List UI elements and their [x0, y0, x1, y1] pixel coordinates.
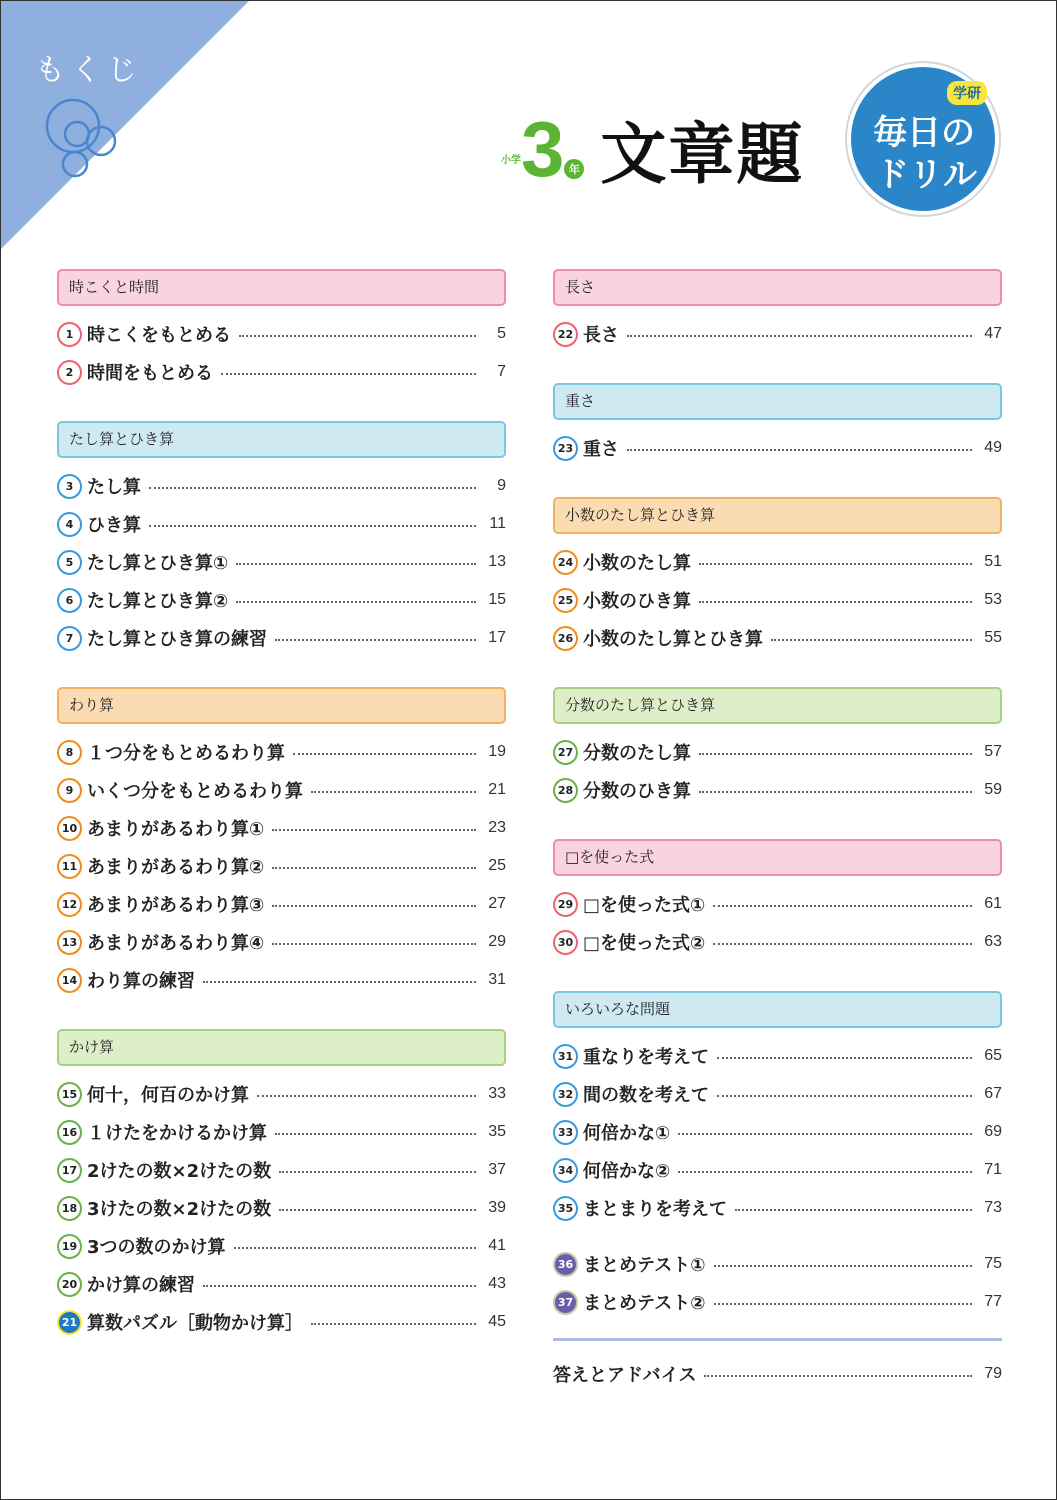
- item-title: かけ算の練習: [87, 1275, 195, 1296]
- leader-dots: [272, 829, 476, 831]
- section-header: 小数のたし算とひき算: [553, 497, 1002, 534]
- page-number: 27: [488, 895, 506, 912]
- page-number: 71: [984, 1161, 1002, 1178]
- item-number-badge: 31: [553, 1044, 578, 1069]
- item-number-badge: 36: [553, 1252, 578, 1277]
- logo-line-1: 毎日の: [873, 113, 975, 153]
- series-logo: [847, 63, 999, 215]
- corner-banner: [1, 1, 251, 251]
- divider: [553, 1338, 1002, 1341]
- leader-dots: [699, 753, 972, 755]
- item-title: 答えとアドバイス: [553, 1365, 697, 1386]
- page-number: 15: [488, 591, 506, 608]
- page-number: 11: [489, 515, 506, 532]
- toc-item[interactable]: [553, 771, 1002, 809]
- item-number-badge: 35: [553, 1196, 578, 1221]
- item-title: 何十，何百のかけ算: [87, 1085, 249, 1106]
- item-title: 何倍かな①: [583, 1123, 671, 1144]
- leader-dots: [627, 335, 972, 337]
- item-number-badge: 12: [57, 892, 82, 917]
- item-title: たし算とひき算①: [87, 553, 229, 574]
- section-header: たし算とひき算: [57, 421, 506, 458]
- page-number: 51: [984, 553, 1002, 570]
- review-tests: [553, 1245, 1002, 1321]
- toc-section: [553, 497, 1002, 657]
- page-number: 49: [984, 439, 1002, 456]
- toc-item[interactable]: [553, 1189, 1002, 1227]
- item-number-badge: 19: [57, 1234, 82, 1259]
- item-title: ひき算: [87, 515, 141, 536]
- item-number-badge: 8: [57, 740, 82, 765]
- leader-dots: [275, 1133, 476, 1135]
- toc-section: [553, 687, 1002, 809]
- toc-item[interactable]: [57, 581, 506, 619]
- item-number-badge: 27: [553, 740, 578, 765]
- toc-item[interactable]: [553, 543, 1002, 581]
- item-title: 間の数を考えて: [583, 1085, 709, 1106]
- toc-item[interactable]: [57, 961, 506, 999]
- item-number-badge: 21: [57, 1310, 82, 1335]
- leader-dots: [257, 1095, 476, 1097]
- item-title: □を使った式②: [583, 933, 706, 954]
- item-title: 小数のひき算: [583, 591, 691, 612]
- item-title: あまりがあるわり算④: [87, 933, 265, 954]
- page-number: 31: [488, 971, 506, 988]
- leader-dots: [717, 1095, 972, 1097]
- item-title: 時間をもとめる: [87, 363, 213, 384]
- leader-dots: [234, 1247, 476, 1249]
- leader-dots: [678, 1171, 972, 1173]
- page-number: 35: [488, 1123, 506, 1140]
- leader-dots: [714, 1303, 972, 1305]
- leader-dots: [203, 981, 476, 983]
- page-number: 7: [497, 363, 506, 380]
- item-number-badge: 9: [57, 778, 82, 803]
- item-title: たし算: [87, 477, 141, 498]
- page-number: 9: [497, 477, 506, 494]
- item-number-badge: 33: [553, 1120, 578, 1145]
- item-title: 小数のたし算: [583, 553, 691, 574]
- item-title: 長さ: [583, 325, 619, 346]
- section-header: 分数のたし算とひき算: [553, 687, 1002, 724]
- leader-dots: [678, 1133, 972, 1135]
- leader-dots: [279, 1171, 476, 1173]
- item-title: いくつ分をもとめるわり算: [87, 781, 303, 802]
- page-number: 67: [984, 1085, 1002, 1102]
- item-number-badge: 25: [553, 588, 578, 613]
- item-title: 3つの数のかけ算: [87, 1237, 226, 1258]
- leader-dots: [272, 867, 476, 869]
- item-number-badge: 23: [553, 436, 578, 461]
- toc-item[interactable]: [553, 885, 1002, 923]
- toc-item[interactable]: [57, 505, 506, 543]
- item-title: 何倍かな②: [583, 1161, 671, 1182]
- item-number-badge: 30: [553, 930, 578, 955]
- section-header: □を使った式: [553, 839, 1002, 876]
- page-number: 39: [488, 1199, 506, 1216]
- toc-item[interactable]: [57, 1265, 506, 1303]
- page-number: 69: [984, 1123, 1002, 1140]
- item-title: 重さ: [583, 439, 619, 460]
- item-number-badge: 6: [57, 588, 82, 613]
- leader-dots: [699, 791, 972, 793]
- toc-item[interactable]: [553, 1075, 1002, 1113]
- item-title: あまりがあるわり算①: [87, 819, 265, 840]
- item-title: まとめテスト①: [583, 1255, 706, 1276]
- item-title: 3けたの数×2けたの数: [87, 1199, 272, 1220]
- page-number: 63: [984, 933, 1002, 950]
- toc-item[interactable]: [57, 315, 506, 353]
- item-title: 算数パズル［動物かけ算］: [87, 1313, 303, 1334]
- leader-dots: [714, 1265, 972, 1267]
- page-number: 57: [984, 743, 1002, 760]
- item-number-badge: 18: [57, 1196, 82, 1221]
- item-number-badge: 32: [553, 1082, 578, 1107]
- toc-item[interactable]: [57, 1113, 506, 1151]
- leader-dots: [272, 905, 476, 907]
- item-number-badge: 7: [57, 626, 82, 651]
- item-title: たし算とひき算②: [87, 591, 229, 612]
- toc-item[interactable]: [553, 1113, 1002, 1151]
- toc-section: [57, 421, 506, 657]
- leader-dots: [735, 1209, 972, 1211]
- toc-item[interactable]: [57, 1151, 506, 1189]
- leader-dots: [713, 943, 972, 945]
- item-title: まとまりを考えて: [583, 1199, 727, 1220]
- toc-item[interactable]: [57, 1189, 506, 1227]
- item-number-badge: 2: [57, 360, 82, 385]
- toc-item[interactable]: [553, 1037, 1002, 1075]
- item-number-badge: 3: [57, 474, 82, 499]
- logo-line-2: ドリル: [875, 155, 977, 195]
- item-number-badge: 26: [553, 626, 578, 651]
- section-header: わり算: [57, 687, 506, 724]
- item-title: あまりがあるわり算③: [87, 895, 265, 916]
- toc-item[interactable]: [57, 923, 506, 961]
- item-title: 分数のたし算: [583, 743, 691, 764]
- item-number-badge: 10: [57, 816, 82, 841]
- item-number-badge: 22: [553, 322, 578, 347]
- item-number-badge: 37: [553, 1290, 578, 1315]
- page-number: 41: [488, 1237, 506, 1254]
- page-number: 33: [488, 1085, 506, 1102]
- grade-prefix: 小学: [501, 155, 521, 166]
- page-number: 45: [488, 1313, 506, 1330]
- answers-item[interactable]: [553, 1355, 1002, 1393]
- toc-item[interactable]: [57, 847, 506, 885]
- toc-item[interactable]: [57, 733, 506, 771]
- item-number-badge: 4: [57, 512, 82, 537]
- leader-dots: [627, 449, 972, 451]
- leader-dots: [771, 639, 972, 641]
- page-number: 5: [497, 325, 506, 342]
- leader-dots: [149, 525, 476, 527]
- leader-dots: [239, 335, 476, 337]
- leader-dots: [699, 563, 972, 565]
- section-header: かけ算: [57, 1029, 506, 1066]
- toc-item[interactable]: [553, 733, 1002, 771]
- item-number-badge: 14: [57, 968, 82, 993]
- item-title: 2けたの数×2けたの数: [87, 1161, 272, 1182]
- leader-dots: [149, 487, 476, 489]
- toc-item[interactable]: [553, 923, 1002, 961]
- section-header: 時こくと時間: [57, 269, 506, 306]
- item-title: まとめテスト②: [583, 1293, 706, 1314]
- section-header: いろいろな問題: [553, 991, 1002, 1028]
- toc-section: [57, 1029, 506, 1341]
- page-number: 21: [488, 781, 506, 798]
- item-title: □を使った式①: [583, 895, 706, 916]
- toc-item[interactable]: [57, 885, 506, 923]
- brand-badge: 学研: [947, 81, 987, 105]
- page-number: 75: [984, 1255, 1002, 1272]
- leader-dots: [279, 1209, 476, 1211]
- page-number: 77: [984, 1293, 1002, 1310]
- leader-dots: [713, 905, 972, 907]
- toc-item[interactable]: [553, 429, 1002, 467]
- subject-title: 文章題: [600, 116, 805, 193]
- toc-item[interactable]: [553, 1245, 1002, 1283]
- page-number: 13: [488, 553, 506, 570]
- page-number: 73: [984, 1199, 1002, 1216]
- toc-item[interactable]: [57, 1303, 506, 1341]
- page-number: 43: [488, 1275, 506, 1292]
- leader-dots: [699, 601, 972, 603]
- page-number: 37: [488, 1161, 506, 1178]
- item-title: 小数のたし算とひき算: [583, 629, 763, 650]
- item-title: 時こくをもとめる: [87, 325, 231, 346]
- contents-right-column: [553, 269, 1002, 1393]
- leader-dots: [275, 639, 476, 641]
- item-title: 分数のひき算: [583, 781, 691, 802]
- page-number: 23: [488, 819, 506, 836]
- section-header: 長さ: [553, 269, 1002, 306]
- page-number: 19: [488, 743, 506, 760]
- item-number-badge: 24: [553, 550, 578, 575]
- item-number-badge: 11: [57, 854, 82, 879]
- toc-item[interactable]: [57, 543, 506, 581]
- leader-dots: [311, 791, 476, 793]
- item-title: たし算とひき算の練習: [87, 629, 267, 650]
- leader-dots: [221, 373, 476, 375]
- item-number-badge: 13: [57, 930, 82, 955]
- toc-item[interactable]: [57, 809, 506, 847]
- toc-item[interactable]: [553, 1151, 1002, 1189]
- toc-item[interactable]: [57, 353, 506, 391]
- item-number-badge: 28: [553, 778, 578, 803]
- toc-item[interactable]: [57, 619, 506, 657]
- leader-dots: [293, 753, 476, 755]
- leader-dots: [236, 563, 476, 565]
- page-number: 47: [984, 325, 1002, 342]
- toc-item[interactable]: [553, 315, 1002, 353]
- toc-section: [553, 269, 1002, 353]
- leader-dots: [311, 1323, 476, 1325]
- item-number-badge: 20: [57, 1272, 82, 1297]
- item-number-badge: 15: [57, 1082, 82, 1107]
- page-number: 17: [488, 629, 506, 646]
- leader-dots: [717, 1057, 972, 1059]
- grade-suffix: 年: [564, 159, 584, 179]
- item-title: あまりがあるわり算②: [87, 857, 265, 878]
- toc-item[interactable]: [553, 619, 1002, 657]
- page-number: 59: [984, 781, 1002, 798]
- contents-label: もくじ: [35, 53, 143, 88]
- page-number: 29: [488, 933, 506, 950]
- item-number-badge: 17: [57, 1158, 82, 1183]
- leader-dots: [236, 601, 476, 603]
- item-title: １つ分をもとめるわり算: [87, 743, 285, 764]
- section-header: 重さ: [553, 383, 1002, 420]
- page-number: 61: [984, 895, 1002, 912]
- toc-section: [57, 269, 506, 391]
- leader-dots: [272, 943, 476, 945]
- toc-section: [57, 687, 506, 999]
- item-number-badge: 1: [57, 322, 82, 347]
- toc-item[interactable]: [553, 581, 1002, 619]
- toc-section: [553, 839, 1002, 961]
- item-title: 重なりを考えて: [583, 1047, 709, 1068]
- page-number: 79: [984, 1365, 1002, 1382]
- toc-section: [553, 991, 1002, 1227]
- grade-number: 3: [521, 104, 565, 193]
- book-title: [501, 101, 804, 196]
- leader-dots: [704, 1375, 972, 1377]
- item-title: １けたをかけるかけ算: [87, 1123, 267, 1144]
- item-number-badge: 34: [553, 1158, 578, 1183]
- toc-item[interactable]: [57, 467, 506, 505]
- item-number-badge: 16: [57, 1120, 82, 1145]
- page-number: 25: [488, 857, 506, 874]
- toc-section: [553, 383, 1002, 467]
- page-number: 55: [984, 629, 1002, 646]
- leader-dots: [203, 1285, 476, 1287]
- item-title: わり算の練習: [87, 971, 195, 992]
- item-number-badge: 29: [553, 892, 578, 917]
- item-number-badge: 5: [57, 550, 82, 575]
- page-number: 53: [984, 591, 1002, 608]
- toc-item[interactable]: [57, 1227, 506, 1265]
- toc-item[interactable]: [57, 1075, 506, 1113]
- contents-left-column: [57, 269, 506, 1371]
- toc-item[interactable]: [553, 1283, 1002, 1321]
- page-number: 65: [984, 1047, 1002, 1064]
- toc-item[interactable]: [57, 771, 506, 809]
